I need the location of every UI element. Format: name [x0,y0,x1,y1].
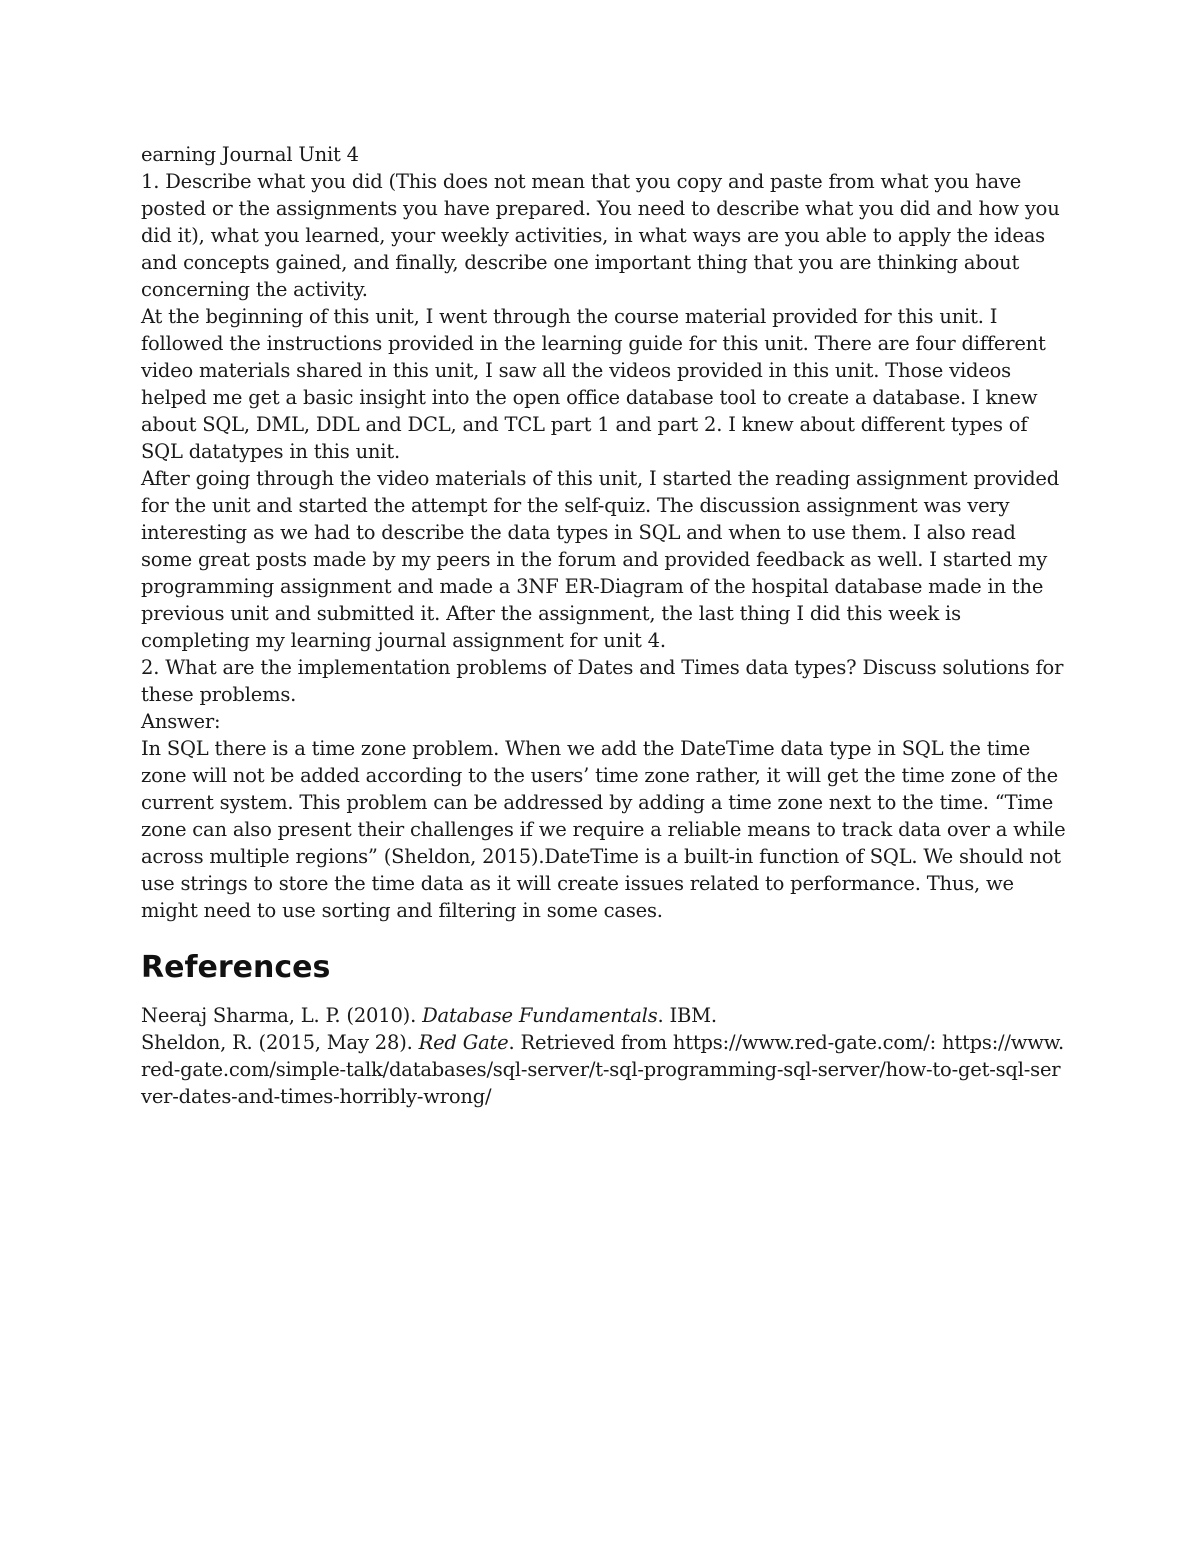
reference-1 [141,1002,1071,1029]
references-heading: References [141,950,331,985]
answer-text: In SQL there is a time zone problem. When we add the DateTime data type in SQL the time zone will not be added according to the users’ time zone rather, it will get the time zone of the current system. This problem can be addressed by adding a time zone next to the time. “Time zone can also present their challenges if we require a reliable means to track data over a while across multiple regions” (Sheldon, 2015).DateTime is a built-in function of SQL. We should not use strings to store the time data as it will create issues related to performance. Thus, we might need to use sorting and filtering in some cases. [141,737,1066,922]
reference-2 [141,1029,1071,1110]
reference-2-url: https://www.red-gate.com/simple-talk/databases/sql-server/t-sql-programming-sql-server/how-to-get-sql-server-dates-and-times-horribly-wrong/ [141,1031,1064,1108]
reference-2-author: Sheldon, R. (2015, May 28). [141,1031,419,1054]
paragraph-1: At the beginning of this unit, I went through the course material provided for this unit. I followed the instructions provided in the learning guide for this unit. There are four different video materials shared in this unit, I saw all the videos provided in this unit. Those videos helped me get a basic insight into the open office database tool to create a database. I knew about SQL, DML, DDL and DCL, and TCL part 1 and part 2. I knew about different types of SQL datatypes in this unit. [141,305,1046,463]
reference-1-rest: . IBM. [657,1004,717,1027]
question-1: 1. Describe what you did (This does not mean that you copy and paste from what you have posted or the assignments you have prepared. You need to describe what you did and how you did it), what you learned, your weekly activities, in what ways are you able to apply the ideas and concepts gained, and finally, describe one important thing that you are thinking about concerning the activity. [141,170,1060,301]
reference-2-rest: . Retrieved from https://www.red-gate.com/: [508,1031,942,1054]
paragraph-2: After going through the video materials of this unit, I started the reading assignment provided for the unit and started the attempt for the self-quiz. The discussion assignment was very interesting as we had to describe the data types in SQL and when to use them. I also read some great posts made by my peers in the forum and provided feedback as well. I started my programming assignment and made a 3NF ER-Diagram of the hospital database made in the previous unit and submitted it. After the assignment, the last thing I did this week is completing my learning journal assignment for unit 4. [141,467,1060,652]
question-2: 2. What are the implementation problems of Dates and Times data types? Discuss solutions for these problems. [141,656,1064,706]
answer-label: Answer: [141,710,221,733]
document-page [141,141,1071,1110]
reference-2-title: Red Gate [418,1031,509,1054]
reference-1-author: Neeraj Sharma, L. P. (2010). [141,1004,423,1027]
journal-title: earning Journal Unit 4 [141,143,359,166]
reference-1-title: Database Fundamentals [422,1004,658,1027]
